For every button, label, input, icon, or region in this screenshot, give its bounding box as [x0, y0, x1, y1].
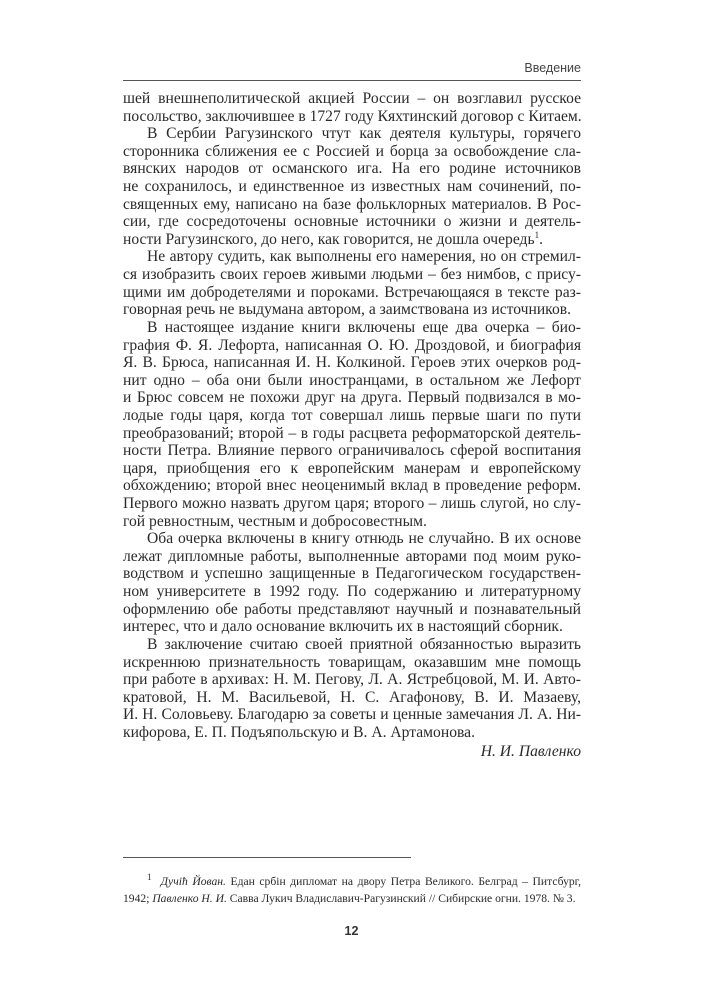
text-line — [123, 389, 581, 407]
footnote-text-1: Едан србiн дипломат на двору Петра Великого. Белград – Питсбург, — [225, 875, 582, 888]
line-text: лежат дипломные работы, выполненные авторами под моим руко- — [123, 547, 581, 565]
text-line — [123, 407, 581, 425]
text-line — [123, 90, 581, 108]
line-text: преобразований; второй – в годы расцвета реформаторской деятель- — [123, 424, 581, 442]
text-line — [123, 583, 581, 601]
text-line — [123, 160, 581, 178]
line-text: при работе в архивах: Н. М. Пегову, Л. А. Ястребцовой, М. И. Авто- — [123, 671, 581, 689]
line-text: посольство, заключившее в 1727 году Кяхтинский договор с Китаем. — [123, 107, 582, 125]
text-line — [123, 442, 581, 460]
line-tail: . — [539, 230, 544, 248]
line-text: графия Ф. Я. Лефорта, написанная О. Ю. Дроздовой, и биография — [123, 336, 581, 354]
line-text: Оба очерка включены в книгу отнюдь не случайно. В их основе — [147, 530, 581, 548]
line-text: щими им добродетелями и пороками. Встречающаяся в тексте раз- — [123, 283, 581, 301]
line-text: сии, где сосредоточены основные источники о жизни и деятель- — [123, 213, 581, 231]
text-line — [123, 618, 581, 636]
text-line — [123, 565, 581, 583]
text-line — [123, 178, 581, 196]
paragraph — [123, 530, 581, 636]
text-line — [123, 284, 581, 302]
text-line — [123, 213, 581, 231]
line-text: интерес, что и дало основание включить их в настоящий сборник. — [123, 618, 563, 636]
text-line — [123, 671, 581, 689]
paragraph — [123, 319, 581, 530]
text-line — [123, 477, 581, 495]
paragraph — [123, 636, 581, 742]
line-text: Не автору судить, как выполнены его намерения, но он стремил- — [147, 248, 581, 266]
line-text: не сохранилось, и единственное из известных нам сочинений, по- — [123, 178, 581, 196]
body-text — [123, 90, 581, 761]
text-line — [123, 495, 581, 513]
text-line — [123, 266, 581, 284]
text-line — [123, 654, 581, 672]
footnote-text-2a: 1942; — [123, 892, 153, 905]
text-line — [123, 196, 581, 214]
text-line — [123, 337, 581, 355]
footnote-marker: 1 — [147, 872, 152, 883]
line-text: лодые годы царя, когда тот совершал лишь первые шаги по пути — [123, 406, 581, 424]
line-text: И. Н. Соловьеву. Благодарю за советы и ценные замечания Л. А. Ни- — [123, 706, 581, 724]
line-text: ности Рагузинского, до него, как говорится, не дошла очередь — [123, 230, 535, 248]
line-text: искреннюю признательность товарищам, оказавшим мне помощь — [123, 653, 581, 671]
line-text: ном университете в 1992 году. По содержанию и литературному — [123, 583, 581, 601]
running-head: Введение — [524, 61, 581, 75]
footnote-text-2b: Савва Лукич Владиславич-Рагузинский // Сибирские огни. 1978. № 3. — [226, 892, 576, 905]
text-line — [123, 689, 581, 707]
paragraph — [123, 248, 581, 318]
footnote — [123, 873, 581, 907]
line-text: нит одно – оба они были иностранцами, в остальном же Лефорт — [123, 371, 581, 389]
text-line — [123, 301, 581, 319]
page-number: 12 — [344, 924, 359, 938]
line-text: царя, приобщения его к европейским манерам и европейскому — [123, 459, 581, 477]
line-text: Я. В. Брюса, написанная И. Н. Колкиной. Героев этих очерков род- — [123, 354, 581, 372]
line-text: ности Петра. Влияние первого ограничивалось сферой воспитания — [123, 442, 581, 460]
text-line — [123, 372, 581, 390]
text-line — [123, 354, 581, 372]
paragraph — [123, 125, 581, 248]
header-rule — [123, 80, 581, 81]
line-text: обхождению; второй внес неоценимый вклад в проведение реформ. — [123, 477, 581, 495]
line-text: и Брюс совсем не похожи друг на друга. Первый подвизался в мо- — [123, 389, 581, 407]
line-text: кифорова, Е. П. Подъяпольскую и В. А. Артамонова. — [123, 723, 475, 741]
line-text: шей внешнеполитической акцией России – он возглавил русское — [123, 90, 581, 107]
text-line — [123, 125, 581, 143]
text-line — [123, 319, 581, 337]
paragraph — [123, 90, 581, 125]
text-line — [123, 548, 581, 566]
text-line — [123, 513, 581, 531]
text-line — [123, 636, 581, 654]
line-text: оформлению обе работы представляют научный и познавательный — [123, 600, 581, 618]
line-text: В настоящее издание книги включены еще два очерка – био- — [147, 318, 581, 336]
text-line — [123, 231, 581, 249]
line-text: ся изобразить своих героев живыми людьми – без нимбов, с прису- — [123, 266, 581, 284]
footnote-author-2: Павленко Н. И. — [152, 892, 227, 905]
footnote-rule — [123, 857, 411, 858]
line-text: В Сербии Рагузинского чтут как деятеля культуры, горячего — [147, 125, 581, 143]
line-text: кратовой, Н. М. Васильевой, Н. С. Агафонову, В. И. Мазаеву, — [123, 688, 581, 706]
text-line — [123, 530, 581, 548]
text-line — [123, 460, 581, 478]
footnote-reference[interactable]: 1 — [534, 229, 540, 240]
text-line — [123, 601, 581, 619]
line-text: вянских народов от османского ига. На его родине источников — [123, 160, 581, 178]
text-line — [123, 724, 581, 742]
line-text: сторонника сближения ее с Россией и борца за освобождение сла- — [123, 142, 581, 160]
line-text: водством и успешно защищенные в Педагогическом государствен- — [123, 565, 581, 583]
text-line — [123, 248, 581, 266]
line-text: гой ревностным, честным и добросовестным. — [123, 512, 427, 530]
line-text: говорная речь не выдумана автором, а заимствована из источников. — [123, 301, 572, 319]
text-line — [123, 425, 581, 443]
author-signature: Н. И. Павленко — [480, 742, 581, 760]
text-line — [123, 706, 581, 724]
line-text: В заключение считаю своей приятной обязанностью выразить — [147, 635, 581, 653]
footnote-author-1: Дучiћ Йован. — [160, 875, 226, 888]
line-text: Первого можно назвать другом царя; второго – лишь слугой, но слу- — [123, 495, 581, 513]
line-text: священных ему, написано на базе фольклорных материалов. В Рос- — [123, 195, 581, 213]
text-line — [123, 108, 581, 126]
text-line — [123, 143, 581, 161]
